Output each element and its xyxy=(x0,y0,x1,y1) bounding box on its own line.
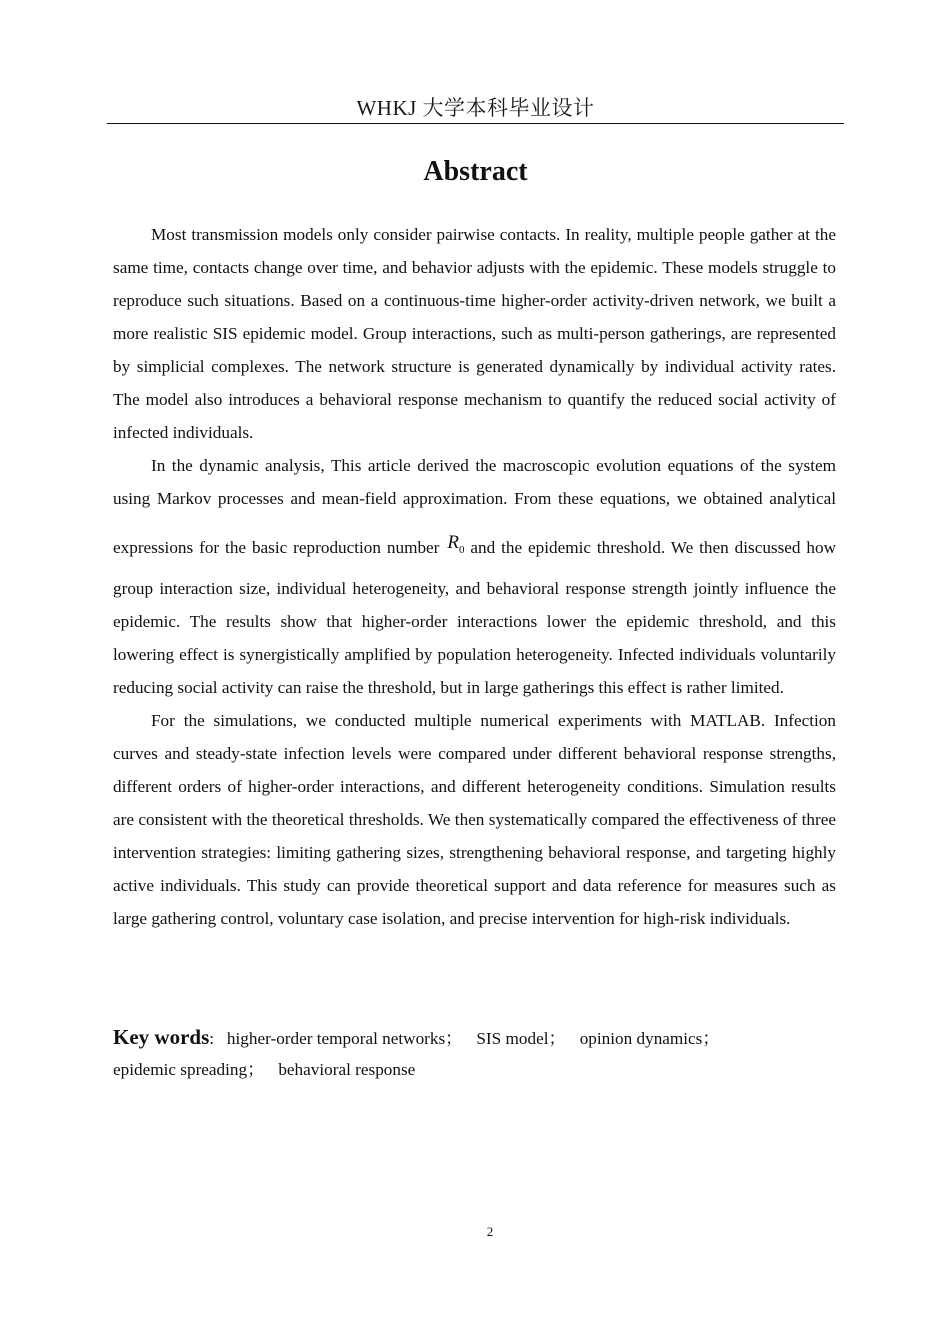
keywords-section xyxy=(113,1022,836,1085)
keyword-separator: ； xyxy=(445,1029,463,1048)
paragraph-2-text-before: In the dynamic analysis, This article derived the macroscopic evolution equations of the system using Markov processes and mean-field approximation. From these equations, we obtained analytical expressions for the basic reproduction number xyxy=(113,456,836,557)
keyword-separator: ； xyxy=(247,1060,265,1079)
header-text: WHKJ 大学本科毕业设计 xyxy=(356,96,595,120)
keywords-colon: : xyxy=(209,1029,215,1048)
keyword-separator: ； xyxy=(548,1029,566,1048)
keyword-item: SIS model xyxy=(476,1029,549,1048)
page-number: 2 xyxy=(486,1224,494,1239)
abstract-paragraph-1: Most transmission models only consider pairwise contacts. In reality, multiple people gather at the same time, contacts change over time, and behavior adjusts with the epidemic. These models struggle to reproduce such situations. Based on a continuous-time higher-order activity-driven network, we built a more realistic SIS epidemic model. Group interactions, such as multi-person gatherings, are represented by simplicial complexes. The network structure is generated dynamically by individual activity rates. The model also introduces a behavioral response mechanism to quantify the reduced social activity of infected individuals. xyxy=(113,225,836,442)
keywords-label: Key words xyxy=(113,1025,210,1049)
page-title: Abstract xyxy=(423,156,528,187)
keyword-item: behavioral response xyxy=(278,1060,416,1079)
abstract-paragraph-3: For the simulations, we conducted multiple numerical experiments with MATLAB. Infection curves and steady-state infection levels were compared under different behavioral response strengths, different orders of higher-order interactions, and different heterogeneity conditions. Simulation results are consistent with the theoretical thresholds. We then systematically compared the effectiveness of three intervention strategies: limiting gathering sizes, strengthening behavioral response, and targeting highly active individuals. This study can provide theoretical support and data reference for measures such as large gathering control, voluntary case isolation, and precise intervention for high-risk individuals. xyxy=(113,710,836,928)
keyword-item: opinion dynamics xyxy=(579,1029,703,1048)
keyword-item: epidemic spreading xyxy=(113,1060,248,1079)
abstract-paragraph-2 xyxy=(113,449,836,704)
keyword-separator: ； xyxy=(702,1029,720,1048)
page-header xyxy=(107,94,844,122)
abstract-body xyxy=(113,218,836,935)
header-rule xyxy=(107,123,844,124)
r0-symbol xyxy=(445,532,465,556)
r0-subscript: 0 xyxy=(458,543,465,556)
r0-letter: R xyxy=(447,532,459,553)
keyword-item: higher-order temporal networks xyxy=(226,1029,446,1048)
paragraph-2-text-after: and the epidemic threshold. We then discussed how group interaction size, individual heterogeneity, and behavioral response strength jointly influence the epidemic. The results show that higher-order interactions lower the epidemic threshold, and this lowering effect is synergistically amplified by population heterogeneity. Infected individuals voluntarily reducing social activity can raise the threshold, but in large gatherings this effect is rather limited. xyxy=(113,538,837,697)
